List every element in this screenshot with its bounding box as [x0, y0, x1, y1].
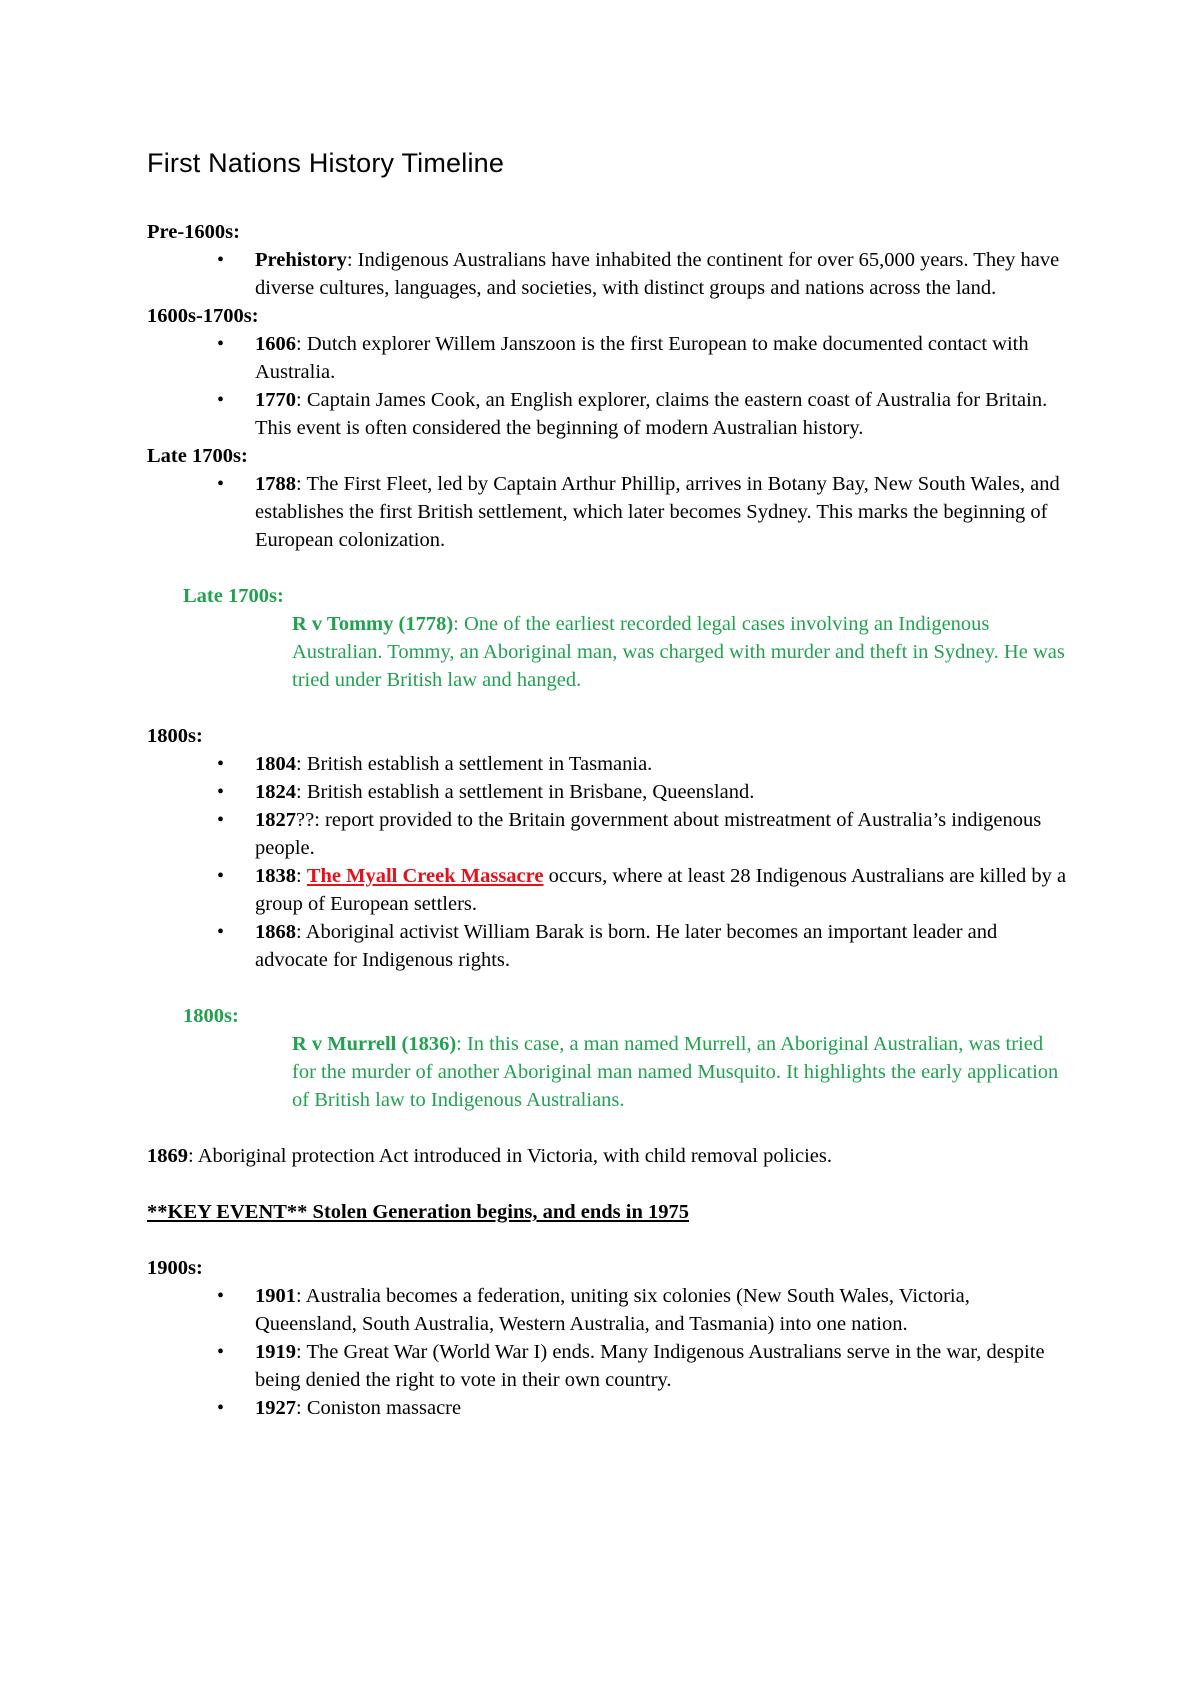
case-heading: Late 1700s: — [183, 585, 284, 607]
spacer — [147, 1114, 1067, 1142]
section-heading-late-1700s: Late 1700s: — [147, 445, 248, 467]
bullet-icon: • — [217, 753, 225, 775]
event-text: : Aboriginal protection Act introduced in Victoria, with child removal policies. — [188, 1145, 832, 1167]
event-text: : The Great War (World War I) ends. Many Indigenous Australians serve in the war, despite being denied the right to vote in their own country. — [255, 1341, 1045, 1391]
list-item — [147, 862, 1067, 918]
event-list-1900s — [147, 1282, 1067, 1422]
list-item — [147, 918, 1067, 974]
event-label: 1788 — [255, 473, 296, 495]
section-heading-1800s: 1800s: — [147, 725, 203, 747]
event-text: : Dutch explorer Willem Janszoon is the first European to make documented contact with Australia. — [255, 333, 1029, 383]
event-text: : Captain James Cook, an English explorer, claims the eastern coast of Australia for Britain. This event is often considered the beginning of modern Australian history. — [255, 389, 1048, 439]
event-label: 1927 — [255, 1397, 296, 1419]
bullet-icon: • — [217, 389, 225, 411]
list-item — [147, 1394, 1067, 1422]
list-item — [147, 750, 1067, 778]
event-text: : British establish a settlement in Brisbane, Queensland. — [296, 781, 755, 803]
event-text: occurs, where at least 28 Indigenous Australians are killed by a group of European settlers. — [255, 865, 1067, 915]
event-label: 1868 — [255, 921, 296, 943]
timeline-content — [147, 218, 1067, 1422]
event-text: : Aboriginal activist William Barak is born. He later becomes an important leader and advocate for Indigenous rights. — [255, 921, 998, 971]
section-heading-1900s: 1900s: — [147, 1257, 203, 1279]
bullet-icon: • — [217, 809, 225, 831]
event-1869 — [147, 1142, 1067, 1170]
list-item — [147, 330, 1067, 386]
myall-creek-massacre-link[interactable]: The Myall Creek Massacre — [306, 865, 544, 887]
case-entry — [147, 610, 1067, 694]
section-heading-pre1600: Pre-1600s: — [147, 221, 240, 243]
bullet-icon: • — [217, 1341, 225, 1363]
list-item — [147, 778, 1067, 806]
event-list-1600s-1700s — [147, 330, 1067, 442]
case-entry — [147, 1030, 1067, 1114]
list-item — [147, 806, 1067, 862]
bullet-icon: • — [217, 865, 225, 887]
event-text: : Australia becomes a federation, uniting six colonies (New South Wales, Victoria, Queensland, South Australia, Western Australia, and Tasmania) into one nation. — [255, 1285, 970, 1335]
bullet-icon: • — [217, 249, 225, 271]
legal-case-block-1800s — [147, 1002, 1067, 1114]
event-list-late-1700s — [147, 470, 1067, 554]
bullet-icon: • — [217, 921, 225, 943]
case-label: R v Murrell (1836) — [292, 1033, 457, 1055]
event-label: 1770 — [255, 389, 296, 411]
legal-case-block-late-1700s — [147, 582, 1067, 694]
event-label: Prehistory — [255, 249, 347, 271]
event-text: ??: report provided to the Britain government about mistreatment of Australia’s indigenous people. — [255, 809, 1042, 859]
event-label: 1901 — [255, 1285, 296, 1307]
event-text: : British establish a settlement in Tasmania. — [296, 753, 653, 775]
spacer — [147, 1226, 1067, 1254]
bullet-icon: • — [217, 1397, 225, 1419]
bullet-icon: • — [217, 473, 225, 495]
list-item — [147, 386, 1067, 442]
list-item — [147, 470, 1067, 554]
event-label: 1919 — [255, 1341, 296, 1363]
event-list-1800s — [147, 750, 1067, 974]
spacer — [147, 1170, 1067, 1198]
event-text: : The First Fleet, led by Captain Arthur Phillip, arrives in Botany Bay, New South Wales, and establishes the first British settlement, which later becomes Sydney. This marks the beginning of European colonization. — [255, 473, 1060, 551]
event-label: 1838 — [255, 865, 296, 887]
list-item — [147, 246, 1067, 302]
event-label: 1824 — [255, 781, 296, 803]
event-label: 1869 — [147, 1145, 188, 1167]
event-text-prefix: : — [296, 865, 307, 887]
bullet-icon: • — [217, 333, 225, 355]
event-text: : Coniston massacre — [296, 1397, 462, 1419]
event-text: : Indigenous Australians have inhabited the continent for over 65,000 years. They have diverse cultures, languages, and societies, with distinct groups and nations across the land. — [255, 249, 1060, 299]
case-heading: 1800s: — [183, 1005, 239, 1027]
case-text: : In this case, a man named Murrell, an Aboriginal Australian, was tried for the murder of another Aboriginal man named Musquito. It highlights the early application of British law to Indigenous Australians. — [292, 1033, 1059, 1111]
spacer — [147, 694, 1067, 722]
bullet-icon: • — [217, 781, 225, 803]
case-label: R v Tommy (1778) — [292, 613, 454, 635]
case-text: : One of the earliest recorded legal cases involving an Indigenous Australian. Tommy, an Aboriginal man, was charged with murder and theft in Sydney. He was tried under British law and hanged. — [292, 613, 1065, 691]
list-item — [147, 1338, 1067, 1394]
event-label: 1827 — [255, 809, 296, 831]
key-event-heading: **KEY EVENT** Stolen Generation begins, and ends in 1975 — [147, 1201, 690, 1223]
event-label: 1606 — [255, 333, 296, 355]
section-heading-1600s-1700s: 1600s-1700s: — [147, 305, 259, 327]
bullet-icon: • — [217, 1285, 225, 1307]
list-item — [147, 1282, 1067, 1338]
page-title: First Nations History Timeline — [147, 148, 505, 178]
event-label: 1804 — [255, 753, 296, 775]
event-list-pre1600 — [147, 246, 1067, 302]
